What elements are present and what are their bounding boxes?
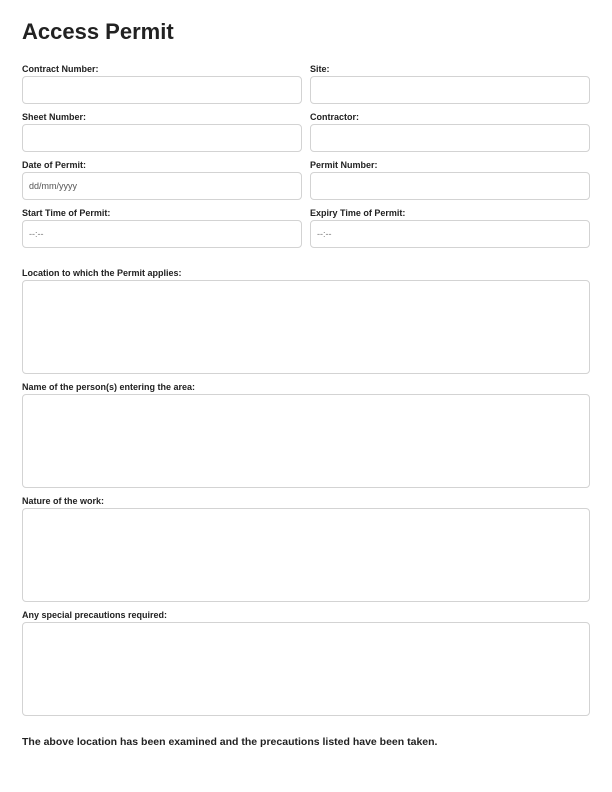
start-time-label: Start Time of Permit: [22, 208, 111, 218]
location-textarea[interactable] [22, 280, 590, 374]
footer-statement: The above location has been examined and the precautions listed have been taken. [22, 736, 438, 748]
contract-number-label: Contract Number: [22, 64, 99, 74]
contract-number-input[interactable] [22, 76, 302, 104]
contractor-label: Contractor: [310, 112, 359, 122]
permit-number-input[interactable] [310, 172, 590, 200]
date-of-permit-label: Date of Permit: [22, 160, 87, 170]
site-label: Site: [310, 64, 330, 74]
nature-of-work-label: Nature of the work: [22, 496, 105, 506]
date-of-permit-input[interactable]: dd/mm/yyyy [22, 172, 302, 200]
permit-number-label: Permit Number: [310, 160, 378, 170]
precautions-textarea[interactable] [22, 622, 590, 716]
expiry-time-label: Expiry Time of Permit: [310, 208, 406, 218]
page-title: Access Permit [22, 19, 174, 44]
sheet-number-input[interactable] [22, 124, 302, 152]
location-label: Location to which the Permit applies: [22, 268, 182, 278]
precautions-label: Any special precautions required: [22, 610, 168, 620]
site-input[interactable] [310, 76, 590, 104]
start-time-input[interactable]: --:-- [22, 220, 302, 248]
persons-label: Name of the person(s) entering the area: [22, 382, 196, 392]
persons-textarea[interactable] [22, 394, 590, 488]
sheet-number-label: Sheet Number: [22, 112, 87, 122]
contractor-input[interactable] [310, 124, 590, 152]
nature-of-work-textarea[interactable] [22, 508, 590, 602]
expiry-time-input[interactable]: --:-- [310, 220, 590, 248]
